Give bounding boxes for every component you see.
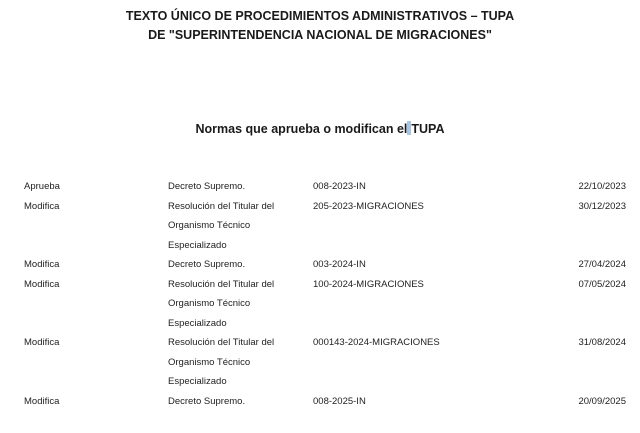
document-title-line-2: DE "SUPERINTENDENCIA NACIONAL DE MIGRACIONES" <box>148 28 492 42</box>
norm-type-cell <box>168 177 308 197</box>
norm-type-line: Resolución del Titular del <box>168 200 275 212</box>
table-row <box>0 197 640 256</box>
norm-date-cell: 07/05/2024 <box>578 278 626 290</box>
norms-table <box>0 177 640 411</box>
table-row <box>0 333 640 392</box>
document-title-line-1: TEXTO ÚNICO DE PROCEDIMIENTOS ADMINISTRATIVOS – TUPA <box>125 9 515 23</box>
norm-type-line: Organismo Técnico <box>168 356 251 368</box>
action-cell: Modifica <box>24 337 60 348</box>
norm-date-cell: 22/10/2023 <box>578 181 626 192</box>
section-title-text: Normas que aprueba o modifican el <box>195 122 408 136</box>
norm-number-cell: 100-2024-MIGRACIONES <box>313 278 424 290</box>
norm-type-line: Decreto Supremo. <box>168 395 246 407</box>
norm-type-line: Especializado <box>168 376 227 387</box>
table-row <box>0 275 640 334</box>
table-row <box>0 177 640 197</box>
norm-date-cell: 20/09/2025 <box>578 395 626 407</box>
norm-date-cell: 27/04/2024 <box>578 259 626 270</box>
norm-type-cell <box>168 275 308 334</box>
section-title[interactable] <box>0 120 640 139</box>
norm-number-cell: 000143-2024-MIGRACIONES <box>313 337 440 348</box>
norm-type-line: Decreto Supremo. <box>168 181 246 192</box>
section-title-text-tupa: TUPA <box>411 122 445 136</box>
action-cell: Modifica <box>24 259 60 270</box>
norm-type-line: Organismo Técnico <box>168 298 251 309</box>
norm-number-cell: 003-2024-IN <box>313 259 366 270</box>
action-cell: Aprueba <box>24 181 60 192</box>
norm-number-cell: 008-2023-IN <box>313 181 366 192</box>
norm-date-cell: 31/08/2024 <box>578 337 626 348</box>
norm-type-line: Organismo Técnico <box>168 220 251 231</box>
norm-type-line: Especializado <box>168 317 227 329</box>
table-row <box>0 392 640 412</box>
action-cell: Modifica <box>24 278 60 290</box>
norm-type-cell <box>168 197 308 256</box>
norm-type-cell <box>168 392 308 412</box>
action-cell: Modifica <box>24 395 60 407</box>
norm-type-cell <box>168 255 308 275</box>
norm-type-line: Decreto Supremo. <box>168 259 246 270</box>
norm-type-line: Resolución del Titular del <box>168 278 275 290</box>
norm-date-cell: 30/12/2023 <box>578 200 626 212</box>
norm-number-cell: 205-2023-MIGRACIONES <box>313 200 424 212</box>
norm-type-line: Resolución del Titular del <box>168 337 275 348</box>
norm-number-cell: 008-2025-IN <box>313 395 366 407</box>
action-cell: Modifica <box>24 200 60 212</box>
norm-type-line: Especializado <box>168 239 227 251</box>
norm-type-cell <box>168 333 308 392</box>
table-row <box>0 255 640 275</box>
